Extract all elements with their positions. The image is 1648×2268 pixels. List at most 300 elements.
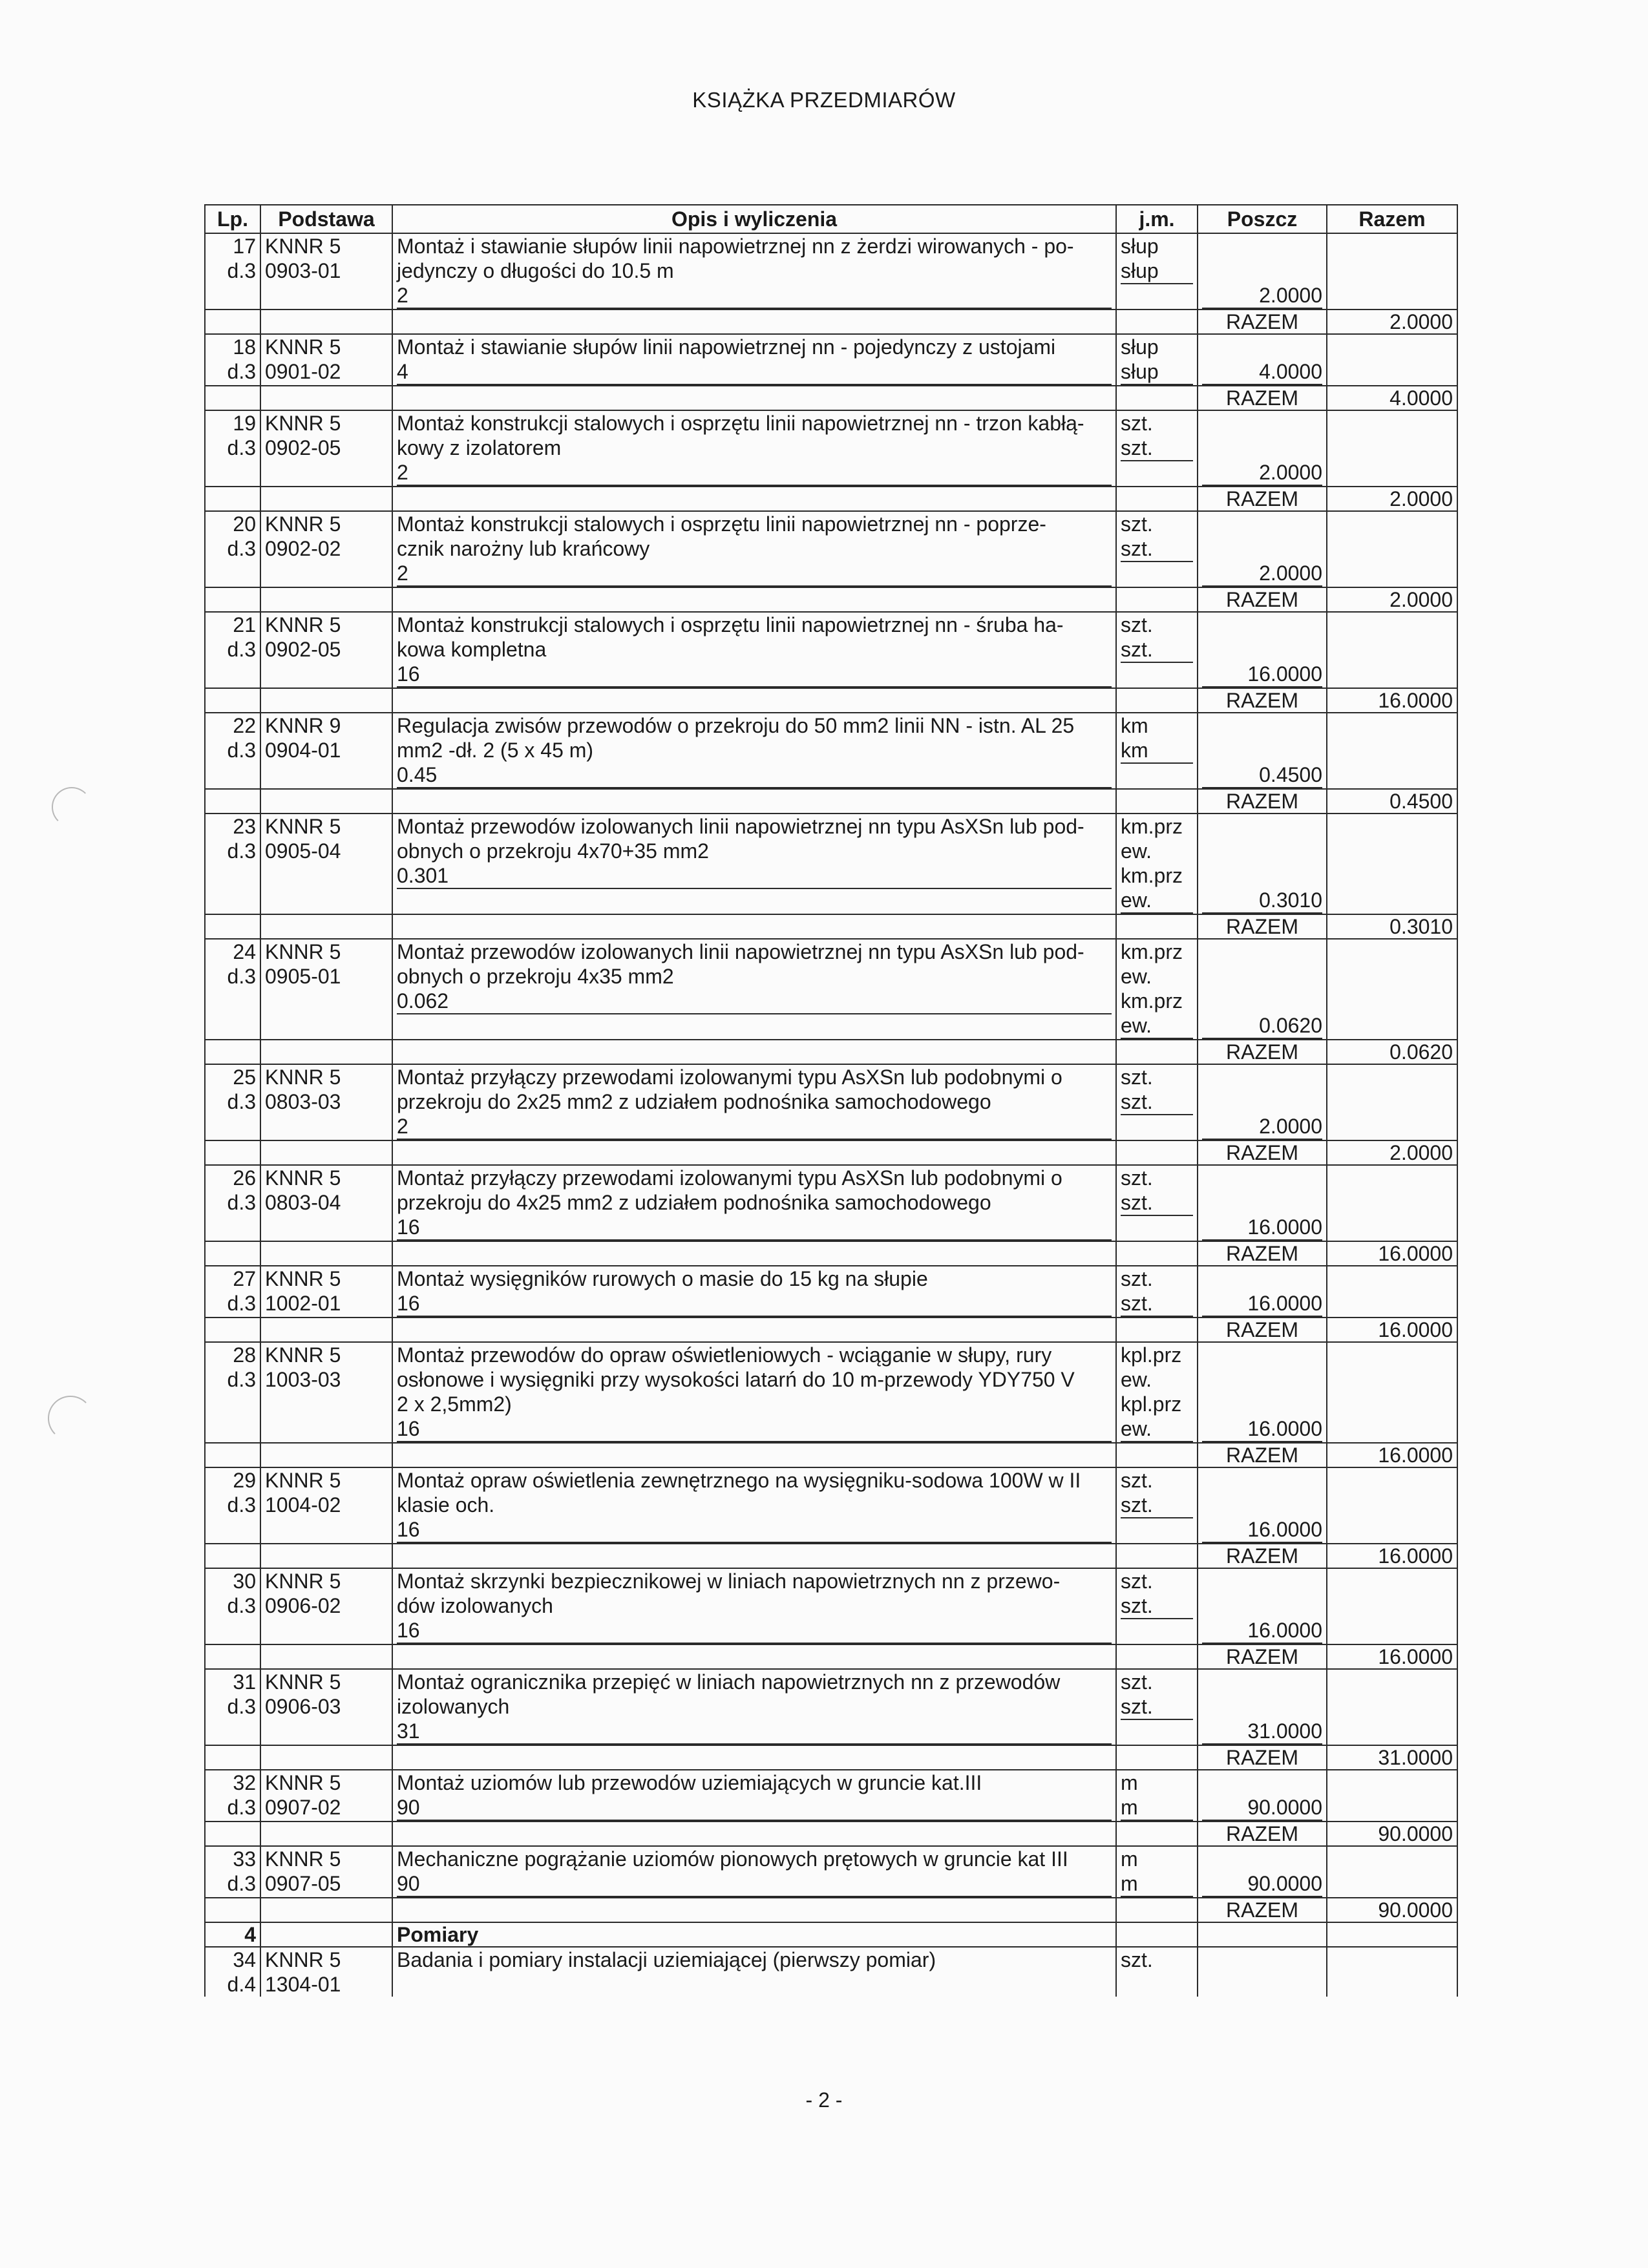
item-description: Montaż przyłączy przewodami izolowanymi typu AsXSn lub podobnymi o przekroju do 2x25 mm2 z udziałem podnośnika samochodowego xyxy=(397,1066,1062,1113)
unit-heading: szt. xyxy=(1121,1570,1153,1593)
lp-cell xyxy=(205,1947,260,1997)
empty-cell xyxy=(392,1040,1116,1064)
podstawa-cell xyxy=(260,233,392,310)
podstawa-position: 0905-01 xyxy=(265,965,341,988)
unit-heading: szt. xyxy=(1116,1947,1198,1997)
table-row xyxy=(205,334,1457,386)
empty-cell xyxy=(205,1241,260,1266)
lp-cell xyxy=(205,713,260,789)
opis-cell xyxy=(392,1846,1116,1898)
razem-cell-empty xyxy=(1327,1568,1457,1644)
unit-calculation: słup xyxy=(1121,359,1193,385)
opis-cell xyxy=(392,612,1116,688)
unit-heading: szt. xyxy=(1121,1267,1153,1290)
unit-calculation: m xyxy=(1121,1871,1193,1897)
podstawa-catalog: KNNR 5 xyxy=(265,1343,341,1367)
poszcz-value: 0.3010 xyxy=(1202,888,1322,914)
podstawa-position: 0902-05 xyxy=(265,436,341,459)
podstawa-cell xyxy=(260,713,392,789)
poszcz-cell xyxy=(1198,511,1327,587)
unit-calculation: kpl.prz ew. xyxy=(1121,1392,1193,1442)
table-row xyxy=(205,1568,1457,1644)
jm-cell xyxy=(1116,1568,1198,1644)
opis-cell xyxy=(392,1266,1116,1318)
lp-cell xyxy=(205,410,260,487)
razem-value: 16.0000 xyxy=(1327,1544,1457,1568)
razem-label: RAZEM xyxy=(1198,1140,1327,1165)
header-razem: Razem xyxy=(1327,205,1457,233)
opis-cell xyxy=(392,410,1116,487)
podstawa-cell xyxy=(260,1947,392,1997)
podstawa-cell xyxy=(260,1165,392,1241)
item-calculation: 90 xyxy=(397,1871,1112,1897)
opis-cell xyxy=(392,1568,1116,1644)
razem-row xyxy=(205,1040,1457,1064)
empty-cell xyxy=(1116,1040,1198,1064)
empty-cell xyxy=(260,1898,392,1922)
poszcz-value: 2.0000 xyxy=(1202,460,1322,486)
podstawa-position: 0906-03 xyxy=(265,1695,341,1718)
lp-number: 32 xyxy=(233,1771,256,1794)
opis-cell xyxy=(392,233,1116,310)
razem-label: RAZEM xyxy=(1198,1745,1327,1770)
lp-number: 19 xyxy=(233,412,256,435)
empty-cell xyxy=(260,1318,392,1342)
empty-cell xyxy=(260,914,392,939)
empty-cell xyxy=(260,1443,392,1467)
lp-chapter: d.3 xyxy=(227,638,256,661)
empty-cell xyxy=(392,1140,1116,1165)
item-calculation: 0.062 xyxy=(397,989,1112,1014)
unit-calculation: szt. xyxy=(1121,1291,1193,1317)
item-description: Regulacja zwisów przewodów o przekroju do 50 mm2 linii NN - istn. AL 25 mm2 -dł. 2 (5 x 45 m) xyxy=(397,714,1075,762)
lp-chapter: d.3 xyxy=(227,1292,256,1315)
razem-cell-empty xyxy=(1327,939,1457,1040)
table-header-row xyxy=(205,205,1457,233)
razem-value: 2.0000 xyxy=(1327,310,1457,334)
lp-number: 28 xyxy=(233,1343,256,1367)
podstawa-cell xyxy=(260,814,392,914)
podstawa-cell xyxy=(260,1064,392,1140)
opis-cell xyxy=(392,713,1116,789)
unit-heading: szt. xyxy=(1121,412,1153,435)
empty-cell xyxy=(205,688,260,713)
lp-chapter: d.3 xyxy=(227,965,256,988)
razem-row xyxy=(205,1241,1457,1266)
item-description: Montaż przyłączy przewodami izolowanymi typu AsXSn lub podobnymi o przekroju do 4x25 mm2 z udziałem podnośnika samochodowego xyxy=(397,1166,1062,1214)
poszcz-cell xyxy=(1198,1467,1327,1544)
lp-number: 18 xyxy=(233,335,256,359)
unit-calculation: szt. xyxy=(1121,536,1193,562)
empty-cell xyxy=(205,1318,260,1342)
razem-row xyxy=(205,1544,1457,1568)
table-row xyxy=(205,1846,1457,1898)
empty-cell xyxy=(392,310,1116,334)
table-row xyxy=(205,1467,1457,1544)
razem-value: 2.0000 xyxy=(1327,587,1457,612)
poszcz-cell xyxy=(1198,713,1327,789)
empty-cell xyxy=(392,1644,1116,1669)
empty-cell xyxy=(205,386,260,410)
razem-value: 90.0000 xyxy=(1327,1822,1457,1846)
razem-value: 16.0000 xyxy=(1327,1318,1457,1342)
empty-cell xyxy=(1116,1544,1198,1568)
empty-cell xyxy=(205,1745,260,1770)
jm-cell xyxy=(1116,334,1198,386)
empty-cell xyxy=(1116,310,1198,334)
page-number: - 2 - xyxy=(805,2088,843,2112)
jm-cell xyxy=(1116,814,1198,914)
razem-label: RAZEM xyxy=(1198,310,1327,334)
razem-cell-empty xyxy=(1327,233,1457,310)
podstawa-position: 0907-05 xyxy=(265,1872,341,1895)
razem-value: 16.0000 xyxy=(1327,1644,1457,1669)
unit-heading: szt. xyxy=(1121,613,1153,636)
razem-value: 16.0000 xyxy=(1327,1443,1457,1467)
razem-row xyxy=(205,1443,1457,1467)
poszcz-value: 16.0000 xyxy=(1202,1215,1322,1241)
scan-punch-hole-mark xyxy=(48,1396,93,1441)
podstawa-position: 0902-02 xyxy=(265,537,341,560)
empty-cell xyxy=(1116,914,1198,939)
razem-label: RAZEM xyxy=(1198,487,1327,511)
table-row xyxy=(205,814,1457,914)
podstawa-catalog: KNNR 5 xyxy=(265,940,341,963)
razem-label: RAZEM xyxy=(1198,688,1327,713)
opis-cell xyxy=(392,334,1116,386)
razem-cell-empty xyxy=(1327,612,1457,688)
jm-cell xyxy=(1116,233,1198,310)
table-row xyxy=(205,1770,1457,1822)
razem-cell-empty xyxy=(1327,410,1457,487)
item-description: Badania i pomiary instalacji uziemiającej (pierwszy pomiar) xyxy=(392,1947,1116,1997)
jm-cell xyxy=(1116,1467,1198,1544)
empty-cell xyxy=(392,487,1116,511)
podstawa-position: 0905-04 xyxy=(265,839,341,863)
empty-cell xyxy=(260,310,392,334)
poszcz-cell xyxy=(1198,939,1327,1040)
podstawa-catalog: KNNR 5 xyxy=(265,235,341,258)
opis-cell xyxy=(392,1669,1116,1745)
empty-cell xyxy=(392,1443,1116,1467)
lp-cell xyxy=(205,233,260,310)
empty-cell xyxy=(260,1544,392,1568)
razem-cell-empty xyxy=(1327,1669,1457,1745)
razem-value: 16.0000 xyxy=(1327,688,1457,713)
poszcz-value: 16.0000 xyxy=(1202,662,1322,688)
unit-heading: m xyxy=(1121,1771,1138,1794)
empty-cell xyxy=(1116,1318,1198,1342)
poszcz-value: 16.0000 xyxy=(1202,1416,1322,1442)
poszcz-value: 2.0000 xyxy=(1202,283,1322,309)
podstawa-cell xyxy=(260,1770,392,1822)
empty-cell xyxy=(392,789,1116,814)
podstawa-catalog: KNNR 5 xyxy=(265,1166,341,1190)
lp-chapter: d.3 xyxy=(227,1872,256,1895)
empty-cell xyxy=(205,310,260,334)
lp-cell xyxy=(205,1846,260,1898)
razem-row xyxy=(205,487,1457,511)
podstawa-cell xyxy=(260,1568,392,1644)
poszcz-cell xyxy=(1198,1770,1327,1822)
empty-cell xyxy=(205,1544,260,1568)
razem-cell-empty xyxy=(1327,1266,1457,1318)
lp-chapter: d.3 xyxy=(227,537,256,560)
empty-cell xyxy=(205,1040,260,1064)
razem-value: 90.0000 xyxy=(1327,1898,1457,1922)
poszcz-value: 31.0000 xyxy=(1202,1719,1322,1745)
razem-cell-empty xyxy=(1327,1467,1457,1544)
poszcz-cell xyxy=(1198,1846,1327,1898)
poszcz-cell xyxy=(1198,334,1327,386)
empty-cell xyxy=(1116,1822,1198,1846)
section-title: Pomiary xyxy=(392,1922,1116,1947)
razem-label: RAZEM xyxy=(1198,1544,1327,1568)
lp-chapter: d.3 xyxy=(227,1695,256,1718)
poszcz-value: 2.0000 xyxy=(1202,1114,1322,1140)
empty-cell xyxy=(205,1140,260,1165)
podstawa-cell xyxy=(260,334,392,386)
item-description: Montaż i stawianie słupów linii napowietrznej nn z żerdzi wirowanych - po- jedynczy o długości do 10.5 m xyxy=(397,235,1074,282)
empty-cell xyxy=(205,914,260,939)
table-row xyxy=(205,713,1457,789)
podstawa-cell xyxy=(260,1342,392,1443)
podstawa-catalog: KNNR 9 xyxy=(265,714,341,737)
empty-cell xyxy=(1116,1922,1198,1947)
lp-cell xyxy=(205,334,260,386)
poszcz-cell xyxy=(1198,1669,1327,1745)
razem-row xyxy=(205,386,1457,410)
unit-calculation: m xyxy=(1121,1795,1193,1821)
poszcz-value: 4.0000 xyxy=(1202,359,1322,385)
item-calculation: 16 xyxy=(397,1618,1112,1644)
item-description: Montaż przewodów izolowanych linii napowietrznej nn typu AsXSn lub pod- obnych o przekroju 4x70+35 mm2 xyxy=(397,815,1084,863)
empty-cell xyxy=(205,1644,260,1669)
razem-value: 16.0000 xyxy=(1327,1241,1457,1266)
podstawa-catalog: KNNR 5 xyxy=(265,1847,341,1871)
jm-cell xyxy=(1116,1064,1198,1140)
razem-cell-empty xyxy=(1327,1342,1457,1443)
razem-cell-empty xyxy=(1327,1770,1457,1822)
razem-cell-empty xyxy=(1327,511,1457,587)
lp-number: 30 xyxy=(233,1570,256,1593)
empty-cell xyxy=(1116,587,1198,612)
lp-cell xyxy=(205,1342,260,1443)
opis-cell xyxy=(392,1064,1116,1140)
header-podstawa: Podstawa xyxy=(260,205,392,233)
poszcz-cell xyxy=(1198,1064,1327,1140)
razem-cell-empty xyxy=(1327,334,1457,386)
empty-cell xyxy=(1116,1898,1198,1922)
poszcz-cell xyxy=(1198,814,1327,914)
empty-cell xyxy=(392,1822,1116,1846)
lp-chapter: d.3 xyxy=(227,1191,256,1214)
unit-calculation: km xyxy=(1121,738,1193,764)
section-number: 4 xyxy=(205,1922,260,1947)
unit-heading: słup xyxy=(1121,335,1159,359)
podstawa-cell xyxy=(260,1846,392,1898)
empty-cell xyxy=(205,1822,260,1846)
item-calculation: 0.45 xyxy=(397,762,1112,788)
poszcz-cell xyxy=(1198,1342,1327,1443)
item-description: Montaż przewodów do opraw oświetleniowych - wciąganie w słupy, rury osłonowe i wysięgniki przy wysokości latarń do 10 m-przewody YDY750 V 2 x 2,5mm2) xyxy=(397,1343,1075,1416)
jm-cell xyxy=(1116,1266,1198,1318)
podstawa-position: 1003-03 xyxy=(265,1368,341,1391)
unit-heading: km xyxy=(1121,714,1148,737)
lp-chapter: d.3 xyxy=(227,436,256,459)
poszcz-value: 0.0620 xyxy=(1202,1013,1322,1039)
empty-cell xyxy=(392,1898,1116,1922)
podstawa-cell xyxy=(260,1467,392,1544)
poszcz-value: 16.0000 xyxy=(1202,1618,1322,1644)
opis-cell xyxy=(392,1165,1116,1241)
lp-number: 29 xyxy=(233,1469,256,1492)
lp-cell xyxy=(205,1266,260,1318)
podstawa-position: 0803-03 xyxy=(265,1090,341,1113)
unit-heading: szt. xyxy=(1121,1469,1153,1492)
empty-cell xyxy=(1116,1443,1198,1467)
empty-cell xyxy=(260,1644,392,1669)
empty-cell xyxy=(392,688,1116,713)
podstawa-catalog: KNNR 5 xyxy=(265,815,341,838)
lp-number: 21 xyxy=(233,613,256,636)
lp-number: 34 xyxy=(233,1948,256,1971)
jm-cell xyxy=(1116,939,1198,1040)
empty-cell xyxy=(205,1898,260,1922)
opis-cell xyxy=(392,814,1116,914)
empty-cell xyxy=(260,487,392,511)
podstawa-position: 0902-05 xyxy=(265,638,341,661)
podstawa-catalog: KNNR 5 xyxy=(265,1066,341,1089)
poszcz-value: 2.0000 xyxy=(1202,561,1322,587)
item-calculation: 2 xyxy=(397,283,1112,309)
item-calculation: 90 xyxy=(397,1795,1112,1821)
opis-cell xyxy=(392,1342,1116,1443)
unit-calculation: szt. xyxy=(1121,436,1193,461)
jm-cell xyxy=(1116,1770,1198,1822)
podstawa-catalog: KNNR 5 xyxy=(265,1948,341,1971)
table-row xyxy=(205,511,1457,587)
lp-number: 33 xyxy=(233,1847,256,1871)
table-row xyxy=(205,233,1457,310)
razem-value: 0.0620 xyxy=(1327,1040,1457,1064)
empty-cell xyxy=(392,1745,1116,1770)
podstawa-catalog: KNNR 5 xyxy=(265,1267,341,1290)
item-description: Montaż skrzynki bezpiecznikowej w liniach napowietrznych nn z przewo- dów izolowanych xyxy=(397,1570,1061,1617)
razem-value: 0.4500 xyxy=(1327,789,1457,814)
empty-cell xyxy=(392,386,1116,410)
jm-cell xyxy=(1116,1165,1198,1241)
poszcz-value: 16.0000 xyxy=(1202,1517,1322,1543)
unit-calculation: km.prz ew. xyxy=(1121,863,1193,914)
lp-chapter: d.3 xyxy=(227,839,256,863)
empty-cell xyxy=(392,1318,1116,1342)
razem-label: RAZEM xyxy=(1198,1443,1327,1467)
empty-cell xyxy=(1116,1745,1198,1770)
table-row xyxy=(205,612,1457,688)
empty-cell xyxy=(260,1241,392,1266)
item-calculation: 16 xyxy=(397,1291,1112,1317)
jm-cell xyxy=(1116,1342,1198,1443)
unit-calculation: słup xyxy=(1121,258,1193,284)
lp-chapter: d.3 xyxy=(227,739,256,762)
razem-row xyxy=(205,914,1457,939)
item-description: Montaż konstrukcji stalowych i osprzętu linii napowietrznej nn - poprze- сznik narożny lub krańcowy xyxy=(397,512,1046,560)
empty-cell xyxy=(260,1922,392,1947)
podstawa-catalog: KNNR 5 xyxy=(265,1469,341,1492)
item-description: Montaż ogranicznika przepięć w liniach napowietrznych nn z przewodów izolowanych xyxy=(397,1670,1061,1718)
poszcz-cell xyxy=(1198,233,1327,310)
section-row xyxy=(205,1922,1457,1947)
item-description: Montaż przewodów izolowanych linii napowietrznej nn typu AsXSn lub pod- obnych o przekroju 4x35 mm2 xyxy=(397,940,1084,988)
poszcz-value: 90.0000 xyxy=(1202,1871,1322,1897)
empty-cell xyxy=(205,587,260,612)
jm-cell xyxy=(1116,410,1198,487)
poszcz-cell xyxy=(1198,1165,1327,1241)
lp-cell xyxy=(205,939,260,1040)
lp-chapter: d.3 xyxy=(227,1368,256,1391)
podstawa-position: 1004-02 xyxy=(265,1493,341,1517)
empty-cell xyxy=(1198,1922,1327,1947)
header-lp: Lp. xyxy=(205,205,260,233)
jm-cell xyxy=(1116,612,1198,688)
empty-cell xyxy=(1198,1947,1327,1997)
podstawa-catalog: KNNR 5 xyxy=(265,512,341,536)
lp-cell xyxy=(205,1064,260,1140)
table-row xyxy=(205,939,1457,1040)
lp-cell xyxy=(205,1165,260,1241)
razem-row xyxy=(205,1898,1457,1922)
empty-cell xyxy=(1116,386,1198,410)
razem-row xyxy=(205,310,1457,334)
podstawa-position: 0907-02 xyxy=(265,1796,341,1819)
empty-cell xyxy=(205,487,260,511)
podstawa-catalog: KNNR 5 xyxy=(265,1771,341,1794)
lp-chapter: d.3 xyxy=(227,1594,256,1617)
item-calculation: 2 xyxy=(397,460,1112,486)
podstawa-cell xyxy=(260,410,392,487)
table-row xyxy=(205,1342,1457,1443)
page-title: KSIĄŻKA PRZEDMIARÓW xyxy=(692,88,956,112)
lp-number: 26 xyxy=(233,1166,256,1190)
poszcz-value: 90.0000 xyxy=(1202,1795,1322,1821)
razem-value: 0.3010 xyxy=(1327,914,1457,939)
podstawa-catalog: KNNR 5 xyxy=(265,1570,341,1593)
item-description: Montaż konstrukcji stalowych i osprzętu linii napowietrznej nn - śruba ha- kowa kompletna xyxy=(397,613,1064,661)
razem-label: RAZEM xyxy=(1198,1822,1327,1846)
empty-cell xyxy=(1116,688,1198,713)
unit-heading: szt. xyxy=(1121,1670,1153,1694)
razem-row xyxy=(205,1822,1457,1846)
unit-heading: szt. xyxy=(1121,1066,1153,1089)
lp-number: 23 xyxy=(233,815,256,838)
razem-value: 2.0000 xyxy=(1327,1140,1457,1165)
item-calculation: 16 xyxy=(397,662,1112,688)
table-row xyxy=(205,1266,1457,1318)
empty-cell xyxy=(1116,789,1198,814)
unit-calculation: szt. xyxy=(1121,637,1193,663)
razem-label: RAZEM xyxy=(1198,914,1327,939)
empty-cell xyxy=(205,1443,260,1467)
lp-chapter: d.3 xyxy=(227,360,256,383)
razem-label: RAZEM xyxy=(1198,587,1327,612)
empty-cell xyxy=(260,1745,392,1770)
podstawa-position: 0803-04 xyxy=(265,1191,341,1214)
header-jm: j.m. xyxy=(1116,205,1198,233)
table-row xyxy=(205,1165,1457,1241)
item-calculation: 4 xyxy=(397,359,1112,385)
table-row xyxy=(205,1947,1457,1997)
